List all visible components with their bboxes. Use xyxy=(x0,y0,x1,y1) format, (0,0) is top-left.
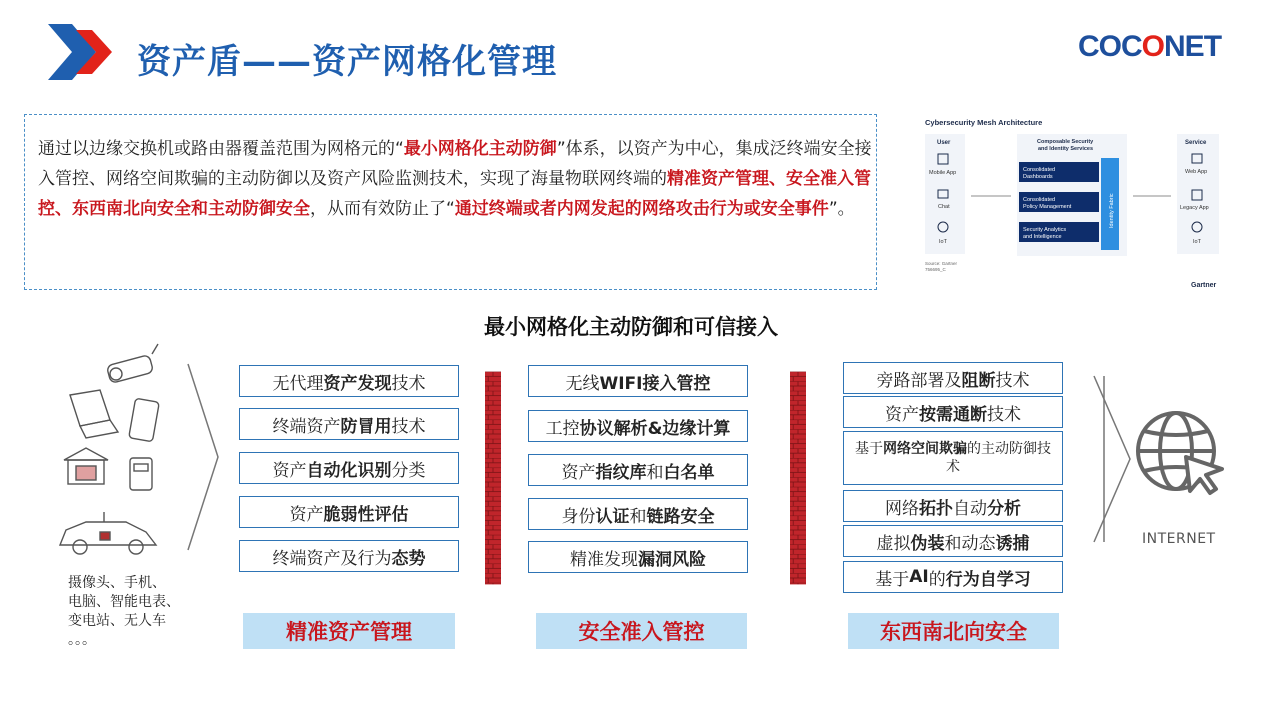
box-text: 精准发现 xyxy=(570,549,638,570)
box-text: 技术 xyxy=(995,370,1030,391)
box-text-bold: 漏洞风险 xyxy=(638,549,706,570)
box-text: 技术 xyxy=(987,404,1021,425)
intro-text xyxy=(38,134,873,224)
capability-box xyxy=(239,452,459,484)
box-text: 和动态 xyxy=(944,533,996,554)
box-text-bold: 诱捕 xyxy=(995,533,1030,554)
logo-text-2: NET xyxy=(1164,30,1222,63)
box-text-bold: 白名单 xyxy=(663,462,715,483)
box-text: 资产 xyxy=(289,504,324,525)
box-text-bold: 自动化识别 xyxy=(306,460,392,481)
box-text: 终端资产 xyxy=(272,416,341,437)
gartner-mobile-app: Mobile App xyxy=(929,170,957,176)
substation-icon xyxy=(64,448,108,484)
capability-box xyxy=(239,408,459,440)
gartner-iot-left: IoT xyxy=(939,239,947,245)
box-text-bold: 伪装 xyxy=(910,533,945,554)
box-text: 技术 xyxy=(391,373,426,394)
intro-highlight-1: 最小网格化主动防御 xyxy=(403,139,557,159)
box-text-bold: 防冒用 xyxy=(340,416,392,437)
capability-box xyxy=(843,431,1063,485)
page-title: 资产盾——资产网格化管理 xyxy=(137,42,557,82)
intro-highlight-3: 通过终端或者内网发起的网络攻击行为或安全事件 xyxy=(454,199,829,219)
gartner-brand: Gartner xyxy=(1191,282,1217,289)
devices-label-line: 电脑、智能电表、 xyxy=(68,594,180,610)
box-text: 资产 xyxy=(885,404,919,425)
gartner-title: Cybersecurity Mesh Architecture xyxy=(925,118,1043,127)
gartner-center-h1: Composable Security xyxy=(1037,139,1094,145)
capability-box xyxy=(239,365,459,397)
gartner-analytics-1: Security Analytics xyxy=(1023,227,1067,233)
gartner-user: User xyxy=(937,140,951,146)
capability-box xyxy=(528,410,748,442)
gartner-center-h2: and Identity Services xyxy=(1038,146,1094,152)
gartner-policy-1: Consolidated xyxy=(1023,197,1056,203)
gartner-mesh-figure xyxy=(921,110,1226,292)
box-text: 工控 xyxy=(545,418,580,439)
devices-illustration xyxy=(56,340,196,570)
box-text: 虚拟 xyxy=(876,533,911,554)
camera-icon xyxy=(106,344,158,383)
box-text: 技术 xyxy=(391,416,426,437)
capability-box xyxy=(843,362,1063,394)
box-text-bold: 协议解析&边缘计算 xyxy=(579,418,731,439)
capability-box xyxy=(239,540,459,572)
box-text: 网络 xyxy=(885,498,919,519)
box-text-wrap xyxy=(854,440,1052,476)
box-text: 无代理 xyxy=(272,373,324,394)
header-chevron-icon xyxy=(46,22,118,82)
box-text-bold: 指纹库 xyxy=(595,462,647,483)
diagram-title: 最小网格化主动防御和可信接入 xyxy=(484,315,778,339)
gartner-identity-fabric: Identity Fabric xyxy=(1109,193,1115,228)
box-text-bold: 按需通断 xyxy=(919,404,987,425)
capability-box xyxy=(528,541,748,573)
box-text-bold: 脆弱性评估 xyxy=(323,504,409,525)
gartner-policy-2: Policy Management xyxy=(1023,204,1072,210)
category-band-ew-ns-security: 东西南北向安全 xyxy=(848,613,1059,649)
box-text-bold: 认证 xyxy=(595,506,630,527)
internet-label: INTERNET xyxy=(1142,531,1216,547)
box-text: 身份 xyxy=(561,506,596,527)
devices-label-line: 摄像头、手机、 xyxy=(68,575,166,591)
box-text: 的 xyxy=(928,569,946,590)
box-text-bold: 链路安全 xyxy=(646,506,715,527)
gartner-source-1: Source: Gartner xyxy=(925,261,958,266)
box-text: 和 xyxy=(646,462,664,483)
intro-part-1: 通过以边缘交换机或路由器覆盖范围为网格元的“ xyxy=(38,139,404,159)
box-text-bold: WIFI接入管控 xyxy=(599,373,711,394)
logo-text-1: COC xyxy=(1078,30,1142,63)
box-text-bold: 分析 xyxy=(987,498,1021,519)
gartner-dash-2: Dashboards xyxy=(1023,174,1053,180)
gartner-web-app: Web App xyxy=(1185,169,1208,175)
box-text-bold: 行为自学习 xyxy=(945,569,1031,590)
capability-box xyxy=(528,365,748,397)
box-text-bold: 网络空间欺骗 xyxy=(883,441,967,457)
gartner-analytics-2: and Intelligence xyxy=(1023,234,1062,240)
capability-box xyxy=(528,498,748,530)
gartner-dash-1: Consolidated xyxy=(1023,167,1056,173)
box-text: 旁路部署及 xyxy=(876,370,962,391)
smart-meter-icon xyxy=(130,458,152,490)
box-text: 的主动防御技术 xyxy=(946,441,1051,475)
capability-box xyxy=(843,525,1063,557)
box-text: 无线 xyxy=(565,373,600,394)
firewall-wall-icon xyxy=(485,345,501,611)
intro-part-4: ”。 xyxy=(828,199,855,219)
box-text-bold: AI xyxy=(909,567,929,587)
capability-box xyxy=(843,561,1063,593)
capability-box xyxy=(528,454,748,486)
box-text: 基于 xyxy=(875,569,910,590)
box-text: 终端资产及行为 xyxy=(272,548,392,569)
firewall-wall-icon xyxy=(790,345,806,611)
coconet-logo xyxy=(1078,30,1221,64)
intro-highlight-2: 精准资产管理、安全准入管控、东西南北向安全和主动防御安全 xyxy=(38,169,871,219)
gartner-chat: Chat xyxy=(938,204,950,210)
capability-box xyxy=(239,496,459,528)
box-text: 基于 xyxy=(855,441,883,457)
intro-part-3: ，从而有效防止了“ xyxy=(310,199,455,219)
devices-label-line: 变电站、无人车 xyxy=(68,613,166,629)
box-text-bold: 资产发现 xyxy=(323,373,392,394)
box-text-bold: 态势 xyxy=(391,548,426,569)
gartner-source-2: 756695_C xyxy=(925,267,946,272)
laptop-icon xyxy=(70,390,118,438)
logo-o-icon: O xyxy=(1141,30,1165,63)
box-text: 资产 xyxy=(272,460,307,481)
box-text-bold: 拓扑 xyxy=(919,498,953,519)
box-text-bold: 阻断 xyxy=(961,370,996,391)
box-text: 和 xyxy=(629,506,647,527)
box-text: 资产 xyxy=(561,462,596,483)
autonomous-car-icon xyxy=(60,512,156,554)
category-band-asset-management: 精准资产管理 xyxy=(243,613,455,649)
internet-globe-icon xyxy=(1130,405,1226,501)
gartner-service: Service xyxy=(1185,140,1207,146)
capability-box xyxy=(843,490,1063,522)
capability-box xyxy=(843,396,1063,428)
gartner-legacy-app: Legacy App xyxy=(1180,205,1209,211)
phone-icon xyxy=(129,398,160,442)
box-text: 自动 xyxy=(953,498,987,519)
devices-label-line: 。。。 xyxy=(68,632,96,648)
devices-label xyxy=(68,574,198,650)
gartner-iot-right: IoT xyxy=(1193,239,1201,245)
category-band-access-control: 安全准入管控 xyxy=(536,613,747,649)
arrow-right-icon xyxy=(186,362,222,552)
intro-part-2: ”体系，以资产为中心，集成泛终端安全接入管控、网络空间欺骗的主动防御以及资产风险监测技术，实现了海量物联网终端的 xyxy=(38,139,872,189)
box-text: 分类 xyxy=(391,460,426,481)
